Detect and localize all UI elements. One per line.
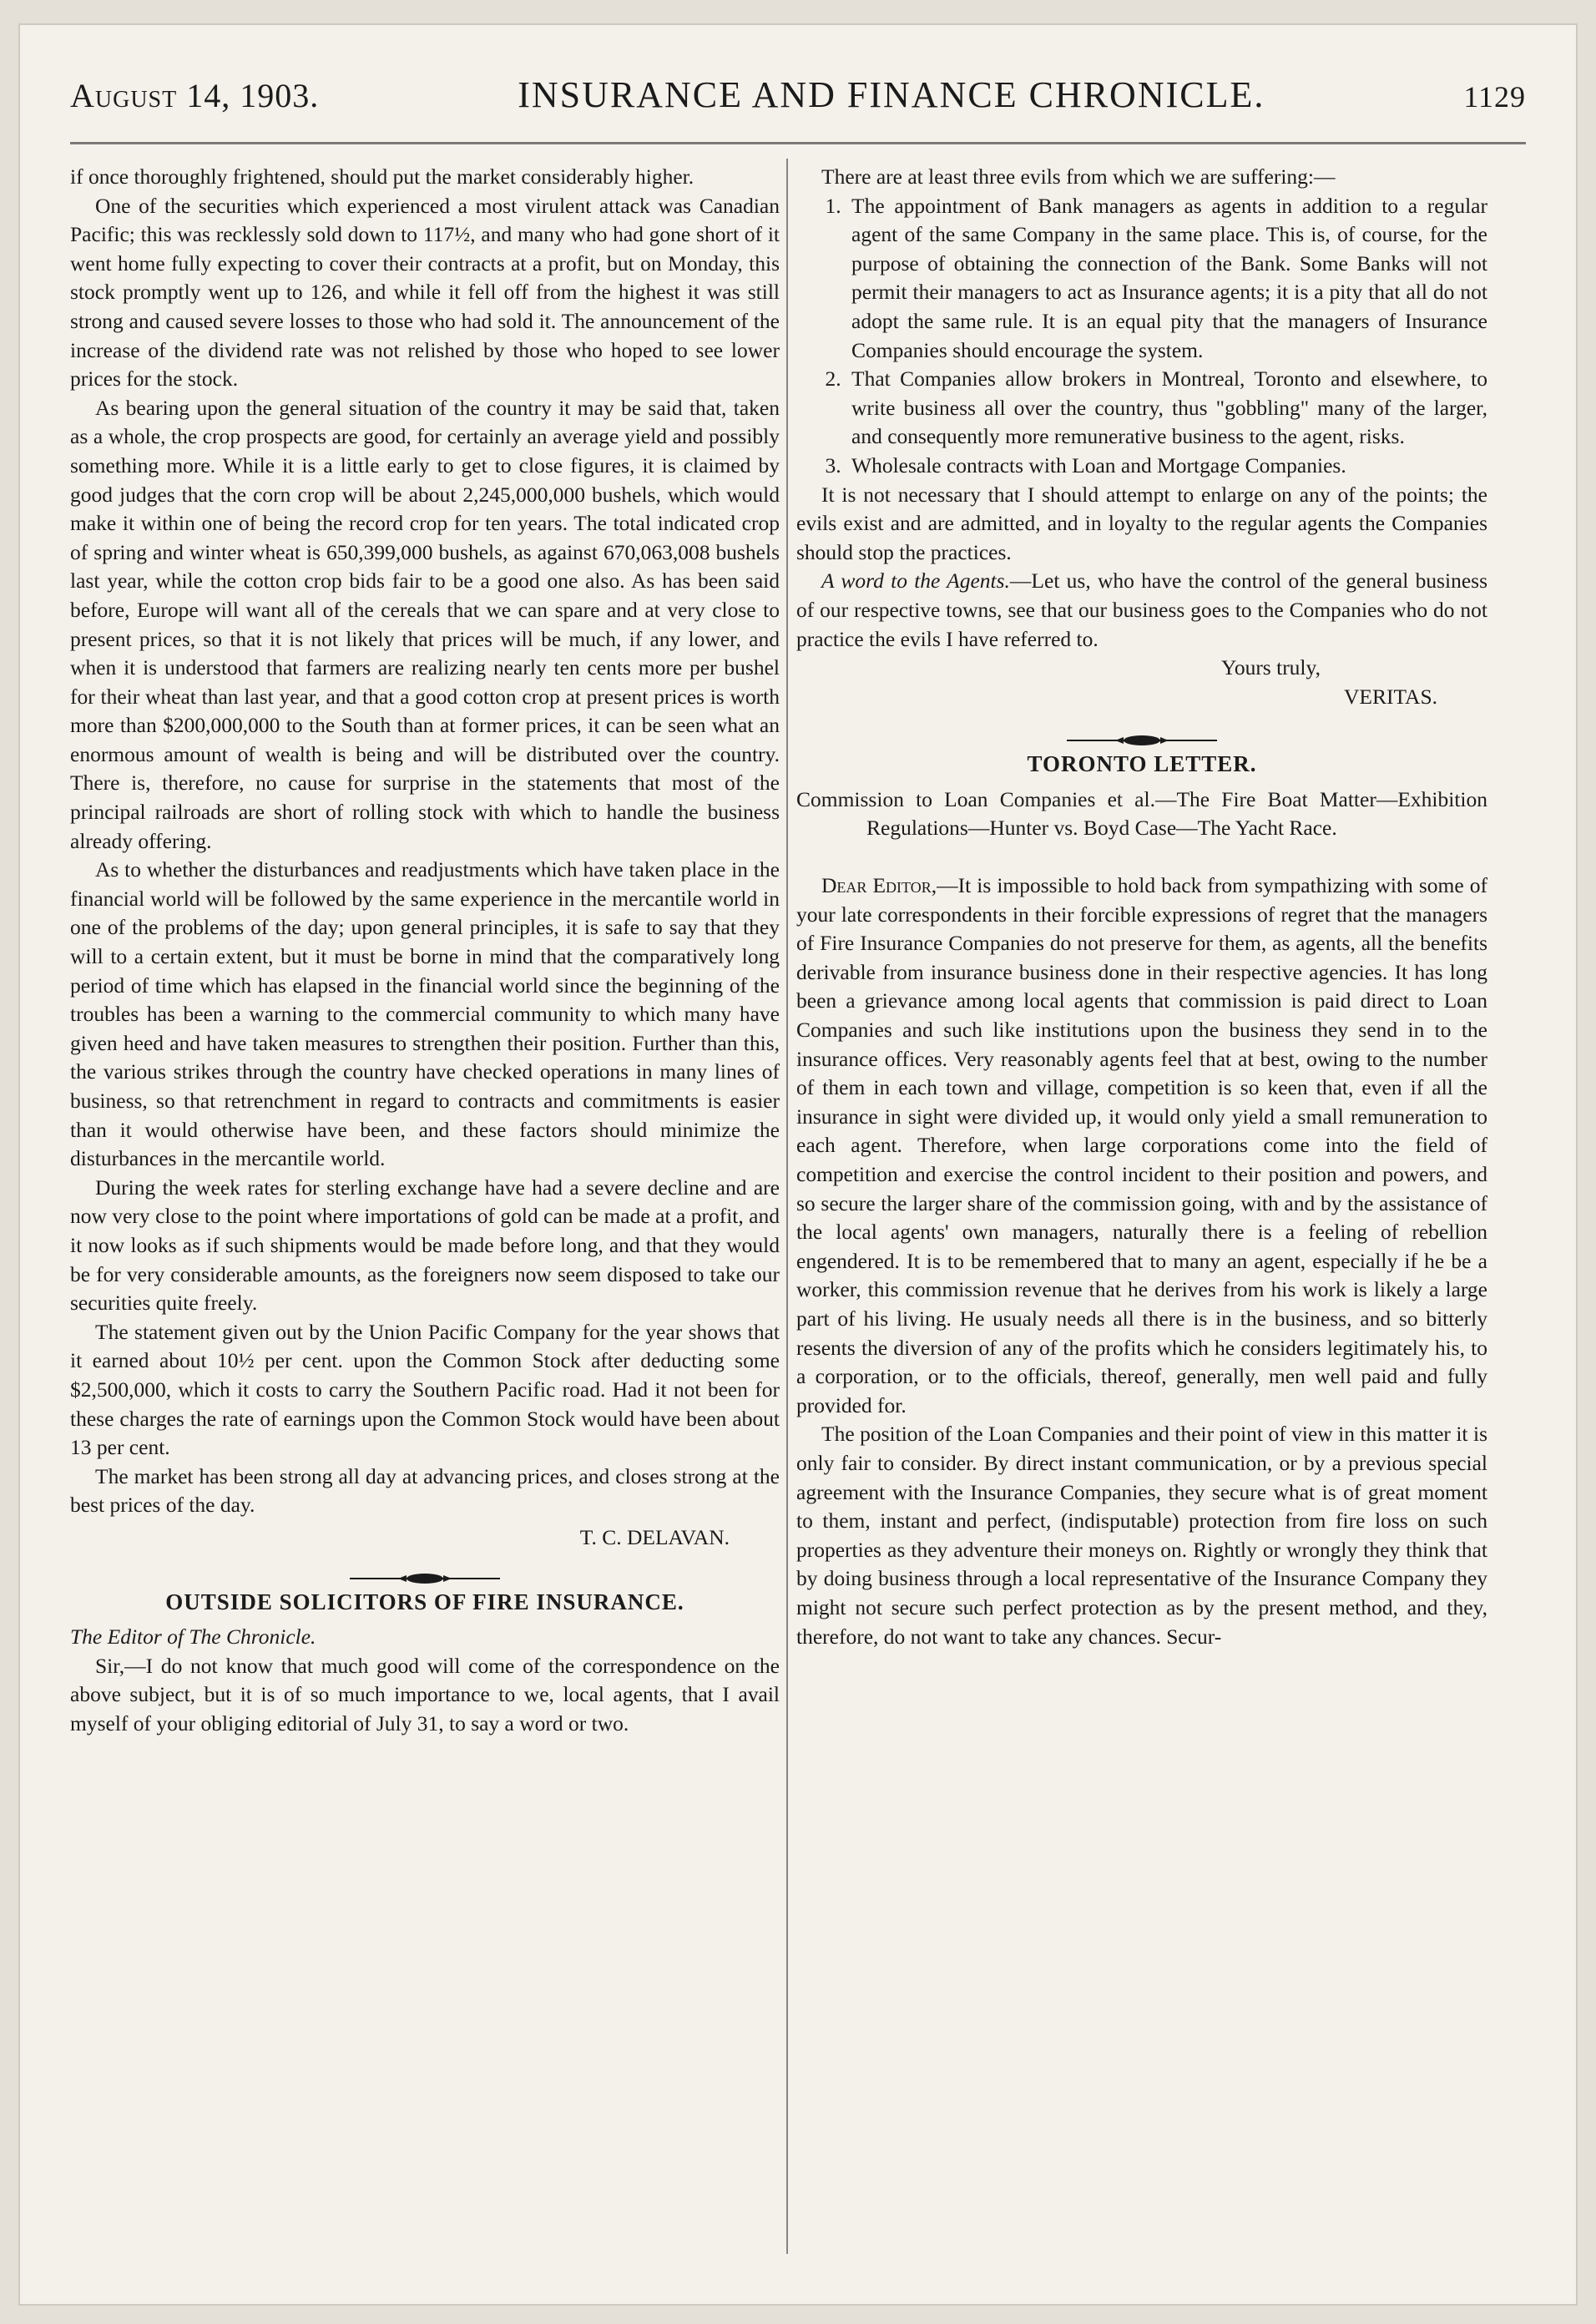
column-divider: [786, 159, 788, 2254]
list-item: 2. That Companies allow brokers in Montreal, Toronto and elsewhere, to write business all over the country, thus "gobbling" many of the larger, and consequently more remunerative business to the agent, risks.: [846, 365, 1487, 452]
paragraph: As to whether the disturbances and readjustments which have taken place in the financial world will be followed by the same experience in the mercantile world in one of the problems of the day; upon general principles, it is safe to say that they will to a certain extent, but it must be borne in mind that the comparatively long period of time which has elapsed in the financial world since the beginning of the troubles has been a warning to the commercial community to which many have given heed and have taken measures to strengthen their position. Further than this, the various strikes through the country have checked operations in many lines of business, so that retrenchment in regard to contracts and commitments is easier than it would otherwise have been, and these factors should minimize the disturbances in the mercantile world.: [70, 857, 780, 1171]
paragraph: The position of the Loan Companies and their point of view in this matter it is only fair to consider. By direct instant communication, or by a previous special agreement with the Insurance Companies, they secure what is of great moment to them, instant and perfect, (indisputable) protection from fire loss on such properties as they adventure their moneys on. Rightly or wrongly they think that by doing business through a local representative of the Insurance Company they might not secure such perfect protection as by the present method, and they, therefore, do not want to take any chances. Secur-: [796, 1422, 1487, 1649]
page-header: [70, 73, 1526, 140]
right-column: [796, 163, 1487, 2271]
section-ornament-icon: [70, 1564, 780, 1581]
paragraph: During the week rates for sterling exchange have had a severe decline and are now very close to the point where importations of gold can be made at a profit, and it now looks as if such shipments would be made before long, and that they would be for very considerable amounts, as the foreigners now seem disposed to take our securities quite freely.: [70, 1175, 780, 1316]
paragraph: The market has been strong all day at advancing prices, and closes strong at the best prices of the day.: [70, 1463, 780, 1518]
paragraph: As bearing upon the general situation of the country it may be said that, taken as a whole, the crop prospects are good, for certainly an average yield and possibly something more. While it is a little early to get to close figures, it is claimed by good judges that the corn crop will be about 2,245,000,000 bushels, which would make it within one of being the record crop for ten years. The total indicated crop of spring and winter wheat is 650,399,000 bushels, as against 670,063,008 bushels last year, while the cotton crop bids fair to be a good one also. As has been said before, Europe will want all of the cereals that we can spare and at very close to present prices, so that it is not likely that prices will be much, if any lower, and when it is understood that farmers are realizing nearly ten cents more per bushel for their wheat than last year, and that a good cotton crop at present prices is worth more than $200,000,000 to the South than at former prices, it can be seen what an enormous amount of wealth is being and will be distributed over the country. There is, therefore, no cause for surprise in the statements that most of the principal railroads are short of rolling stock with which to handle the business already offering.: [70, 395, 780, 853]
author-signature: T. C. DELAVAN.: [579, 1524, 730, 1549]
page-number: 1129: [1463, 80, 1526, 114]
valediction: Yours truly,: [1220, 655, 1321, 680]
letter-signature: VERITAS.: [1344, 684, 1437, 709]
section-ornament-icon: [796, 726, 1487, 743]
paragraph: [796, 872, 1487, 1420]
section-subhead: Commission to Loan Companies et al.—The Fire Boat Matter—Exhibition Regulations—Hunter vs. Boyd Case—The Yacht Race.: [796, 786, 1487, 841]
paragraph: The statement given out by the Union Pacific Company for the year shows that it earned about 10½ per cent. upon the Common Stock after deducting some $2,500,000, which it costs to carry the Southern Pacific road. Had it not been for these charges the rate of earnings upon the Common Stock would have been about 13 per cent.: [70, 1319, 780, 1460]
paragraph-body: —Let us, who have the control of the general business of our respective towns, see that our business goes to the Companies who do not practice the evils I have referred to.: [796, 568, 1487, 651]
section-heading: OUTSIDE SOLICITORS OF FIRE INSURANCE.: [165, 1589, 684, 1614]
paragraph: There are at least three evils from which we are suffering:—: [821, 164, 1336, 189]
paragraph-body: —It is impossible to hold back from sympathizing with some of your late correspondents in their forcible expressions of regret that the managers of Fire Insurance Companies do not preserve for them, as agents, all the benefits derivable from insurance business done in their respective agencies. It has long been a grievance among local agents that commission is paid direct to Loan Companies and such like institutions upon the business they send in to the insurance offices. Very reasonably agents feel that at best, owing to the number of them in each town and village, competition is so keen that, even if all the insurance in sight were divided up, it would only yield a small remuneration to each agent. Therefore, when large corporations come into the field of competition and exercise the control incident to their position and powers, and so secure the larger share of the commission going, with and by the assistance of the local agents' own managers, naturally there is a feeling of rebellion engendered. It is to be remembered that to many an agent, especially if he be a worker, this commission revenue that he derives from his work is likely a large part of his living. He usualy needs all there is in the business, and so bitterly resents the diversion of any of the profits which he considers legitimately his, to a corporation, or to the officials, thereof, generally, men well paid and fully provided for.: [796, 873, 1487, 1417]
list-item: 3. Wholesale contracts with Loan and Mortgage Companies.: [846, 452, 1487, 481]
paragraph: Sir,—I do not know that much good will come of the correspondence on the above subject, but it is of so much importance to we, local agents, that I avail myself of your obliging editorial of July 31, to say a word or two.: [70, 1653, 780, 1735]
paragraph-lead: Dear Editor,: [821, 873, 937, 898]
left-column: [70, 163, 780, 2271]
paragraph: It is not necessary that I should attempt to enlarge on any of the points; the evils exist and are admitted, and in loyalty to the regular agents the Companies should stop the practices.: [796, 482, 1487, 564]
salutation: The Editor of The Chronicle.: [70, 1624, 316, 1650]
publication-title: INSURANCE AND FINANCE CHRONICLE.: [518, 74, 1265, 115]
issue-date: August 14, 1903.: [70, 77, 320, 114]
paragraph: One of the securities which experienced a most virulent attack was Canadian Pacific; this was recklessly sold down to 117½, and many who had gone short of it went home fully expecting to cover their contracts at a profit, but on Monday, this stock promptly went up to 126, and while it fell off from the highest it was still strong and caused severe losses to those who had sold it. The announcement of the increase of the dividend rate was not relished by those who hoped to see lower prices for the stock.: [70, 193, 780, 392]
paragraph: [796, 567, 1487, 654]
section-heading: TORONTO LETTER.: [1027, 751, 1257, 777]
newspaper-page: [20, 25, 1576, 2304]
evils-list: [796, 192, 1487, 481]
header-rule: [70, 142, 1526, 144]
list-item: 1. The appointment of Bank managers as agents in addition to a regular agent of the same Company in the same place. This is, of course, for the purpose of obtaining the connection of the Bank. Some Banks will not permit their managers to act as Insurance agents; it is a pity that all do not adopt the same rule. It is an equal pity that the managers of Insurance Companies should encourage the system.: [846, 192, 1487, 366]
paragraph: if once thoroughly frightened, should put the market considerably higher.: [70, 164, 694, 189]
paragraph-lead: A word to the Agents.: [821, 568, 1010, 594]
